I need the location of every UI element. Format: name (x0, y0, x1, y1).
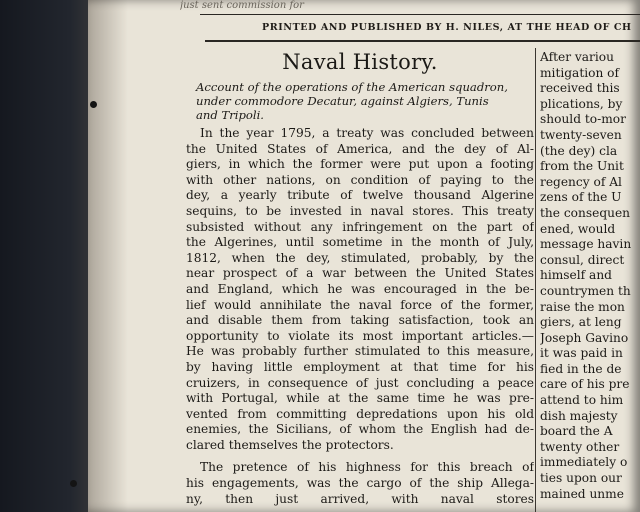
side-line: After variou (540, 50, 614, 64)
side-line: care of his pre (540, 377, 630, 392)
side-column (540, 50, 640, 502)
masthead: PRINTED AND PUBLISHED BY H. NILES, AT THE HEAD OF CH (262, 22, 632, 33)
dark-background (0, 0, 100, 512)
side-line: mained unme (540, 486, 624, 501)
side-line: consul, direct (540, 252, 625, 267)
article-line: giers, in which the former were put upon a footing (186, 157, 534, 172)
side-line: (the dey) cla (540, 143, 618, 158)
top-cut-line: just sent commission for (180, 0, 304, 11)
subtitle-line: under commodore Decatur, against Algiers, Tunis (196, 94, 489, 108)
article-title: Naval History. (282, 50, 438, 74)
article-line: dey, a yearly tribute of twelve thousand Algerine (186, 188, 534, 203)
side-line: dish majesty (540, 408, 618, 423)
side-line: mitigation of (540, 65, 620, 80)
masthead-rule (205, 40, 640, 42)
article-line: He was probably further stimulated to this measure, (186, 344, 534, 359)
side-line: plications, by (540, 96, 623, 111)
article-line: cruizers, in consequence of just concluding a peace (186, 375, 534, 390)
side-line: message havin (540, 237, 632, 252)
article-line: subsisted without any infringement on the part of (186, 219, 534, 234)
article-line: with Portugal, while at the same time he was pre- (186, 391, 534, 406)
paragraph-1 (186, 126, 534, 453)
article-line: sequins, to be invested in naval stores. This treaty (186, 203, 534, 218)
side-line: regency of Al (540, 174, 622, 189)
subtitle-line: Account of the operations of the American squadron, (196, 80, 508, 94)
article-line: clared themselves the protectors. (186, 437, 394, 452)
article-line: the Algerines, until sometime in the month of July, (186, 235, 534, 250)
side-line: ties upon our (540, 471, 622, 486)
side-line: fied in the de (540, 361, 622, 376)
side-line: ened, would (540, 221, 616, 236)
binding-hole (70, 480, 77, 487)
article-line: opportunity to violate its most important articles.— (186, 328, 534, 343)
article-line: In the year 1795, a treaty was concluded between (200, 126, 534, 140)
top-rule (200, 14, 640, 15)
side-line: it was paid in (540, 346, 623, 361)
article-line: lief would annihilate the naval force of the former, (186, 297, 534, 312)
side-line: giers, at leng (540, 315, 622, 330)
article-line: enemies, the Sicilians, of whom the English had de- (186, 422, 534, 437)
side-line: Joseph Gavino (540, 330, 629, 345)
subtitle-line: and Tripoli. (196, 108, 264, 122)
side-line: twenty-seven (540, 127, 622, 142)
article-line: near prospect of a war between the United States (186, 266, 534, 281)
column-rule (535, 48, 536, 512)
side-line: the consequen (540, 205, 631, 220)
article-line: ny, then just arrived, with naval stores (186, 491, 534, 506)
article-line: vented from committing depredations upon his old (186, 406, 534, 421)
paragraph-2 (186, 460, 534, 507)
article-line: and England, which he was encouraged in the be- (186, 281, 534, 296)
side-line: raise the mon (540, 299, 625, 314)
article-line: his engagements, was the cargo of the ship Allega- (186, 476, 534, 491)
article-line: and disable them from taking satisfaction, took an (186, 313, 534, 328)
side-line: himself and (540, 268, 612, 283)
article-line: 1812, when the dey, stimulated, probably, by the (186, 250, 534, 265)
side-line: zens of the U (540, 190, 622, 205)
article-line: The pretence of his highness for this breach of (200, 460, 534, 475)
article-line: the United States of America, and the dey of Al- (186, 141, 534, 156)
side-line: should to-mor (540, 112, 626, 127)
side-line: from the Unit (540, 159, 624, 174)
article-subtitle (186, 80, 534, 122)
article-line: with other nations, on condition of paying to the (186, 172, 534, 187)
main-column (186, 48, 534, 507)
binding-hole (90, 101, 97, 108)
side-line: countrymen th (540, 283, 631, 298)
side-line: twenty other (540, 439, 620, 454)
side-line: received this (540, 81, 620, 96)
side-line: immediately o (540, 455, 628, 470)
article-line: by having little employment at that time for his (186, 359, 534, 374)
side-line: attend to him (540, 393, 624, 408)
side-line: board the A (540, 424, 613, 439)
